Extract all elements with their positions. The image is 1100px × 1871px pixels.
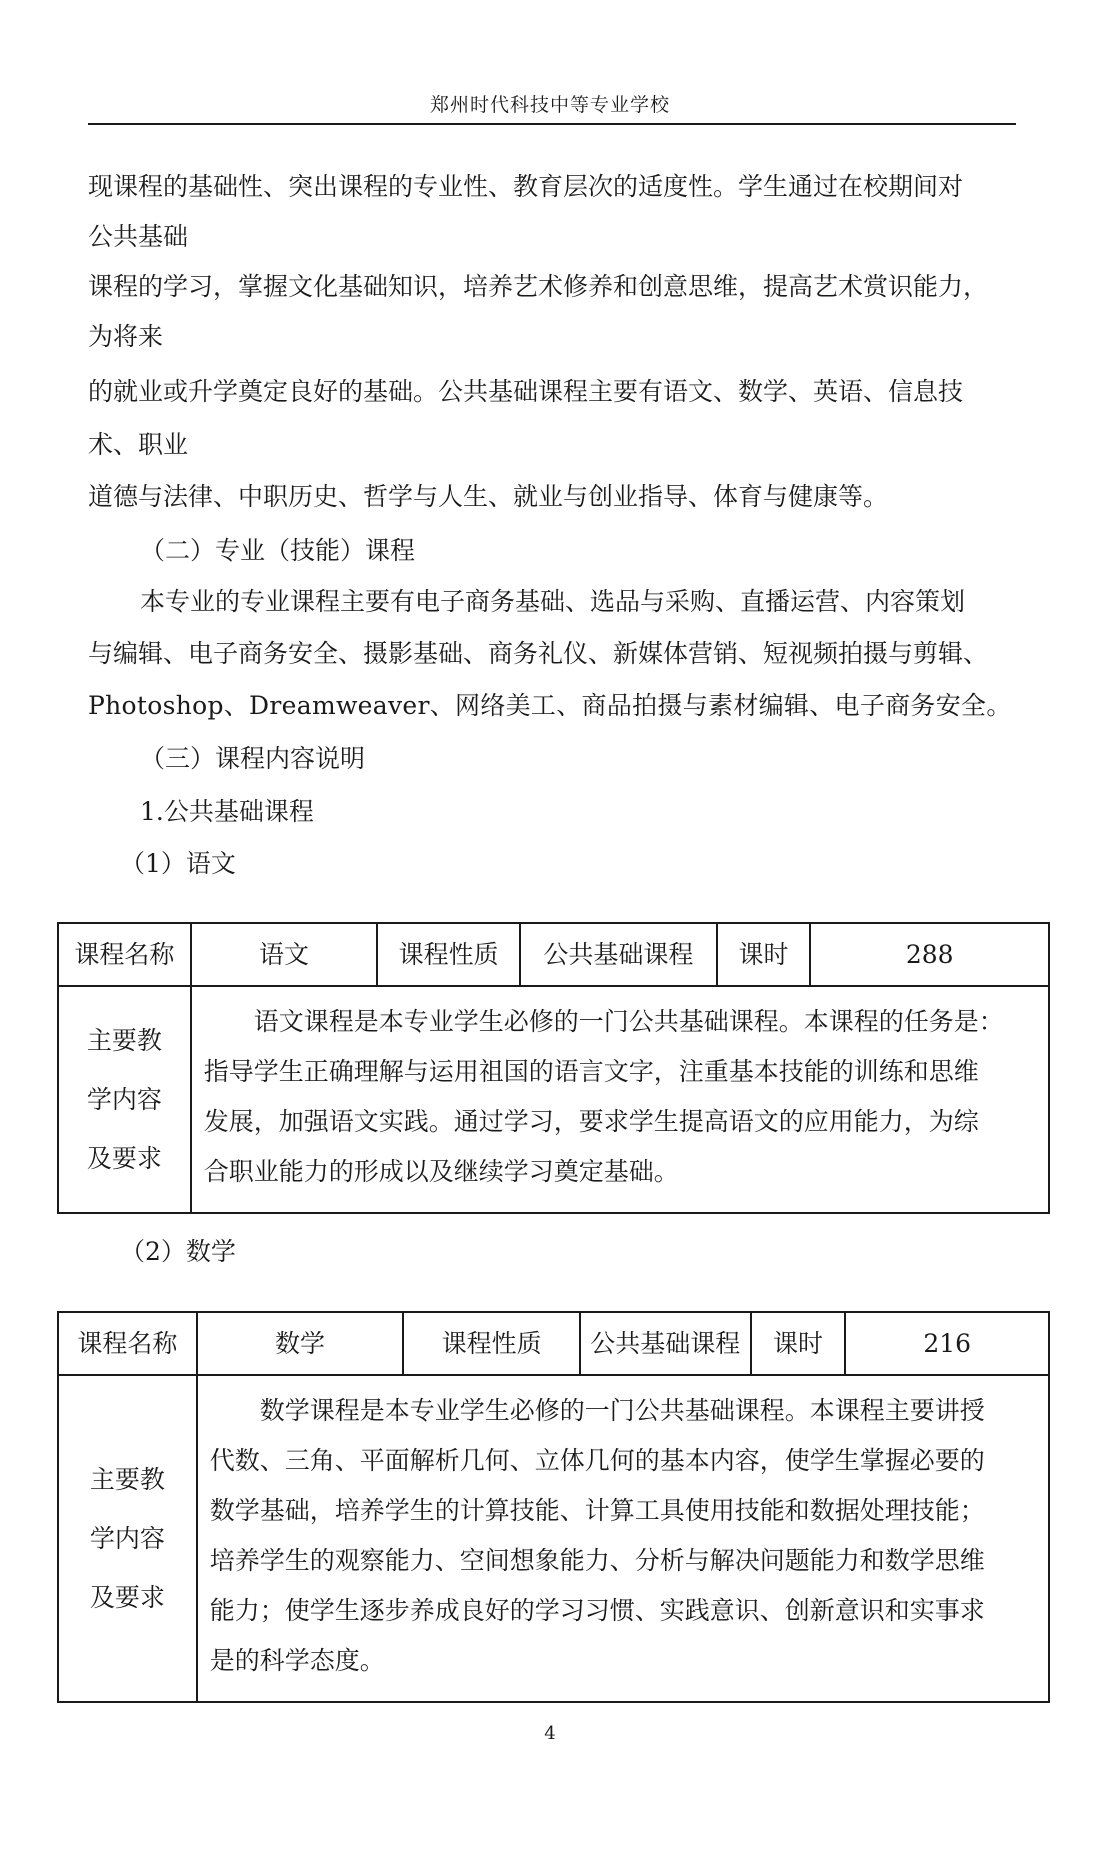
description-line: 数学基础，培养学生的计算技能、计算工具使用技能和数据处理技能； bbox=[209, 1496, 985, 1525]
course-nature-value: 公共基础课程 bbox=[580, 1312, 751, 1375]
course-name-value: 语文 bbox=[191, 923, 378, 986]
label-line: 及要求 bbox=[89, 1583, 165, 1612]
body-text-line: 术、职业 bbox=[88, 430, 189, 459]
course-hours-label: 课时 bbox=[751, 1312, 846, 1375]
body-text-line: 与编辑、电子商务安全、摄影基础、商务礼仪、新媒体营销、短视频拍摄与剪辑、 bbox=[88, 639, 989, 668]
body-text-line: 课程的学习，掌握文化基础知识，培养艺术修养和创意思维，提高艺术赏识能力， bbox=[88, 272, 989, 301]
body-text-line: 为将来 bbox=[88, 322, 164, 351]
course-hours-value: 216 bbox=[845, 1312, 1049, 1375]
page-header-title: 郑州时代科技中等专业学校 bbox=[429, 94, 670, 116]
description-line: 是的科学态度。 bbox=[209, 1646, 385, 1675]
course-name-value: 数学 bbox=[197, 1312, 404, 1375]
item-heading: （2）数学 bbox=[120, 1237, 236, 1266]
description-line: 能力；使学生逐步养成良好的学习习惯、实践意识、创新意识和实事求 bbox=[209, 1596, 985, 1625]
body-text-line: 本专业的专业课程主要有电子商务基础、选品与采购、直播运营、内容策划 bbox=[140, 587, 966, 616]
content-requirements-label bbox=[58, 986, 191, 1213]
section-heading: （二）专业（技能）课程 bbox=[140, 536, 416, 565]
body-text-line: Photoshop、Dreamweaver、网络美工、商品拍摄与素材编辑、电子商务安全。 bbox=[88, 691, 1012, 720]
body-text-line: 道德与法律、中职历史、哲学与人生、就业与创业指导、体育与健康等。 bbox=[88, 482, 889, 511]
content-requirements-label bbox=[58, 1375, 197, 1702]
course-hours-label: 课时 bbox=[717, 923, 811, 986]
label-line: 学内容 bbox=[89, 1524, 165, 1553]
course-table-chinese bbox=[57, 922, 1050, 1214]
item-heading: （1）语文 bbox=[120, 849, 236, 878]
label-line: 及要求 bbox=[86, 1144, 162, 1173]
header-divider bbox=[88, 123, 1016, 125]
subsection-heading: 1.公共基础课程 bbox=[140, 797, 314, 826]
course-description bbox=[191, 986, 1049, 1213]
description-line: 数学课程是本专业学生必修的一门公共基础课程。本课程主要讲授 bbox=[209, 1396, 985, 1425]
course-nature-label: 课程性质 bbox=[377, 923, 520, 986]
section-heading: （三）课程内容说明 bbox=[140, 744, 366, 773]
course-table-math bbox=[57, 1311, 1050, 1703]
course-name-label: 课程名称 bbox=[58, 1312, 197, 1375]
description-line: 指导学生正确理解与运用祖国的语言文字，注重基本技能的训练和思维 bbox=[203, 1057, 979, 1086]
course-nature-value: 公共基础课程 bbox=[520, 923, 717, 986]
description-line: 发展，加强语文实践。通过学习，要求学生提高语文的应用能力，为综 bbox=[203, 1107, 979, 1136]
description-line: 语文课程是本专业学生必修的一门公共基础课程。本课程的任务是： bbox=[203, 1007, 1004, 1036]
course-description bbox=[197, 1375, 1049, 1702]
label-line: 主要教 bbox=[89, 1465, 165, 1494]
description-line: 合职业能力的形成以及继续学习奠定基础。 bbox=[203, 1157, 679, 1186]
course-name-label: 课程名称 bbox=[58, 923, 191, 986]
page-number: 4 bbox=[544, 1723, 556, 1744]
description-line: 代数、三角、平面解析几何、立体几何的基本内容，使学生掌握必要的 bbox=[209, 1446, 985, 1475]
course-nature-label: 课程性质 bbox=[403, 1312, 580, 1375]
body-text-line: 的就业或升学奠定良好的基础。公共基础课程主要有语文、数学、英语、信息技 bbox=[88, 377, 964, 406]
body-text-line: 现课程的基础性、突出课程的专业性、教育层次的适度性。学生通过在校期间对 bbox=[88, 172, 964, 201]
body-text-line: 公共基础 bbox=[88, 222, 189, 251]
label-line: 主要教 bbox=[86, 1026, 162, 1055]
label-line: 学内容 bbox=[86, 1085, 162, 1114]
course-hours-value: 288 bbox=[810, 923, 1049, 986]
description-line: 培养学生的观察能力、空间想象能力、分析与解决问题能力和数学思维 bbox=[209, 1546, 985, 1575]
